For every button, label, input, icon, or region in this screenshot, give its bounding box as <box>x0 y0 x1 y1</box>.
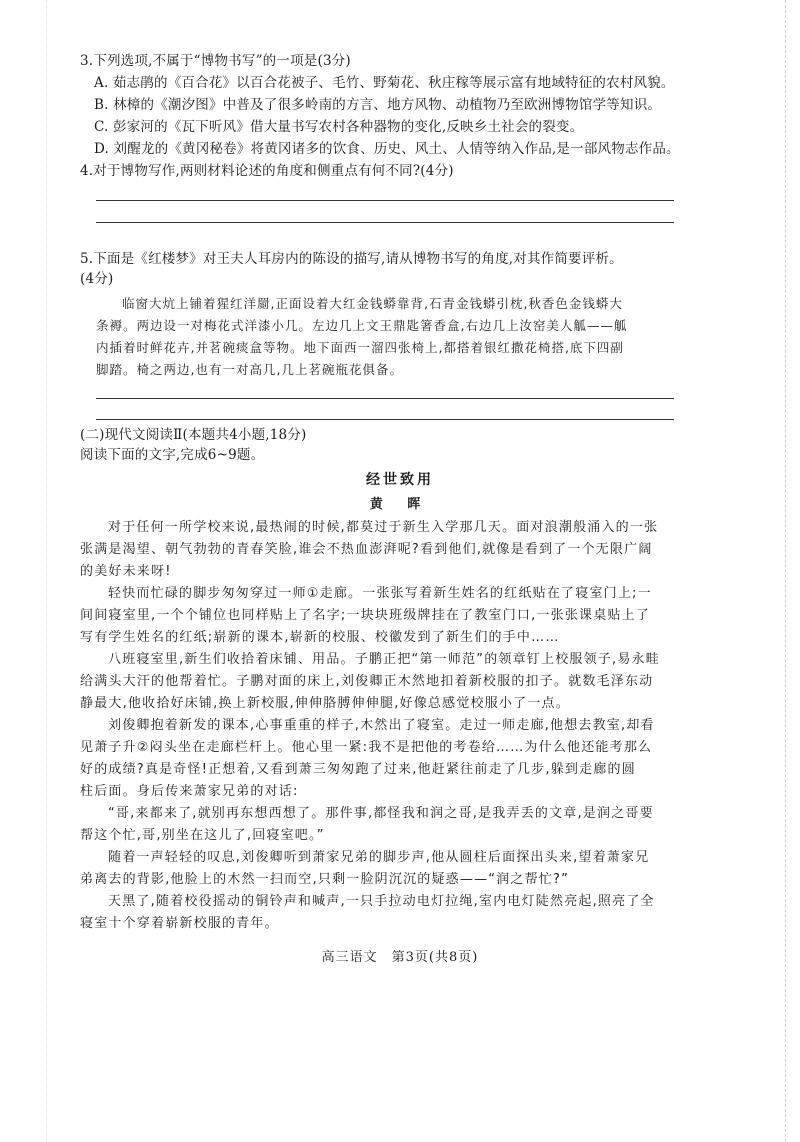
page-left-edge <box>46 0 47 1142</box>
q5-quote-line: 临窗大炕上铺着猩红洋罽,正面设着大红金钱蟒靠背,石青金钱蟒引枕,秋香色金钱蟒大 <box>122 296 623 311</box>
article-line: 写有学生姓名的红纸;崭新的课本,崭新的校服、校徽发到了新生们的手中…… <box>80 630 560 645</box>
answer-line <box>96 419 674 420</box>
answer-line <box>96 398 674 399</box>
q4-stem: 4.对于博物写作,两则材料论述的角度和侧重点有何不同?(4分) <box>80 163 454 179</box>
article-line: 的美好未来呀! <box>80 564 172 579</box>
answer-line <box>96 222 674 223</box>
article-line: 轻快而忙碌的脚步匆匆穿过一师①走廊。一张张写着新生姓名的红纸贴在了寝室门上;一 <box>108 586 652 601</box>
article-line: 天黑了,随着校役摇动的铜铃声和喊声,一只手拉动电灯拉绳,室内电灯陡然亮起,照亮了全 <box>108 894 655 909</box>
article-line: 弟离去的背影,他脸上的木然一扫而空,只剩一脸阴沉沉的疑惑——“润之帮忙?” <box>80 872 570 887</box>
article-line: 柱后面。身后传来萧家兄弟的对话: <box>80 784 299 799</box>
q3-option-a: A. 茹志鹃的《百合花》以百合花被子、毛竹、野菊花、秋庄稼等展示富有地域特征的农村风貌。 <box>94 75 675 91</box>
q5-quote-line: 脚踏。椅之两边,也有一对高几,几上茗碗瓶花俱备。 <box>96 362 403 377</box>
page-right-edge <box>785 0 786 1142</box>
article-line: 帮这个忙,哥,别坐在这儿了,回寝室吧。” <box>80 828 325 843</box>
page-footer: 高三语文 第3页(共8页) <box>321 950 479 965</box>
q3-option-c: C. 彭家河的《瓦下听风》借大量书写农村各种器物的变化,反映乡土社会的裂变。 <box>94 119 584 135</box>
q5-stem-score: (4分) <box>80 271 114 287</box>
article-line: 对于任何一所学校来说,最热闹的时候,都莫过于新生入学那几天。面对浪潮般涌入的一张 <box>108 520 659 535</box>
article-line: 好的成绩?真是奇怪!正想着,又看到萧三匆匆跑了过来,他赶紧往前走了几步,躲到走廊的圆 <box>80 762 636 777</box>
q3-stem: 3.下列选项,不属于“博物书写”的一项是(3分) <box>80 53 351 69</box>
article-line: 随着一声轻轻的叹息,刘俊卿听到萧家兄弟的脚步声,他从圆柱后面探出头来,望着萧家兄 <box>108 850 650 865</box>
article-line: 八班寝室里,新生们收拾着床铺、用品。子鹏正把“第一师范”的领章钉上校服领子,易永畦 <box>108 652 660 667</box>
section-heading: (二)现代文阅读Ⅱ(本题共4小题,18分) <box>80 427 307 443</box>
q3-option-d: D. 刘醒龙的《黄冈秘卷》将黄冈诸多的饮食、历史、风土、人情等纳入作品,是一部风物志作品。 <box>94 141 680 157</box>
article-author: 黄 晖 <box>369 497 431 512</box>
article-line: 给满头大汗的他帮着忙。子鹏对面的床上,刘俊卿正木然地扣着新校服的扣子。就数毛泽东动 <box>80 674 654 689</box>
answer-line <box>96 200 674 201</box>
q5-quote-line: 条褥。两边设一对梅花式洋漆小几。左边几上文王鼎匙箸香盒,右边几上汝窑美人觚——觚 <box>96 318 628 333</box>
article-line: 张满是渴望、朝气勃勃的青春笑脸,谁会不热血澎湃呢?看到他们,就像是看到了一个无限广阔 <box>80 542 653 557</box>
article-line: 见萧子升②闷头坐在走廊栏杆上。他心里一紧:我不是把他的考卷给……为什么他还能考那么 <box>80 740 653 755</box>
q3-option-b: B. 林樟的《潮汐图》中普及了很多岭南的方言、地方风物、动植物乃至欧洲博物馆学等知识。 <box>94 97 662 113</box>
q5-quote-line: 内插着时鲜花卉,并茗碗痰盒等物。地下面西一溜四张椅上,都搭着银红撒花椅搭,底下四副 <box>96 340 624 355</box>
article-title: 经世致用 <box>366 472 434 488</box>
article-line: “哥,来都来了,就别再东想西想了。那件事,都怪我和润之哥,是我弄丢的文章,是润之哥要 <box>108 806 654 821</box>
q5-stem: 5.下面是《红楼梦》对王夫人耳房内的陈设的描写,请从博物书写的角度,对其作简要评析。 <box>80 251 623 267</box>
article-line: 刘俊卿抱着新发的课本,心事重重的样子,木然出了寝室。走过一师走廊,他想去教室,却看 <box>108 718 655 733</box>
article-line: 静最大,他收拾好床铺,换上新校服,伸伸胳膊伸伸腿,好像总感觉校服小了一点。 <box>80 696 570 711</box>
article-line: 寝室十个穿着崭新校服的青年。 <box>80 916 279 931</box>
section-instruction: 阅读下面的文字,完成6~9题。 <box>80 447 265 463</box>
article-line: 间间寝室里,一个个铺位也同样贴上了名字;一块块班级牌挂在了教室门口,一张张课桌贴上了 <box>80 608 651 623</box>
